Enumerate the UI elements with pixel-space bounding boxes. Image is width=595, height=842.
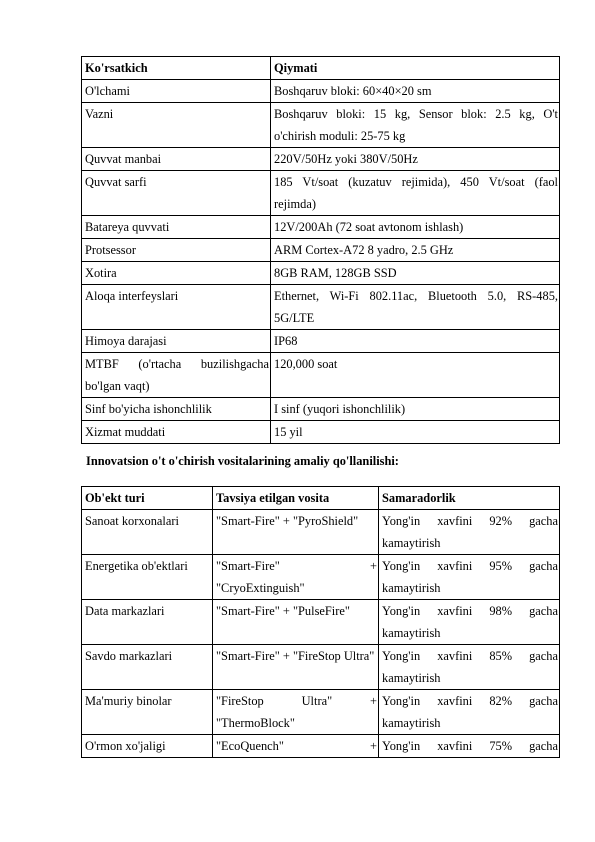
object-type: O'rmon xo'jaligi [82,735,213,758]
spec-name: Aloqa interfeyslari [82,285,271,330]
spec-value: 15 yil [271,421,560,444]
table-row [82,600,560,645]
table-row [82,735,560,758]
object-type: Ma'muriy binolar [82,690,213,735]
spec-value: 120,000 soat [271,353,560,398]
table-row [82,398,560,421]
specs-table [81,56,560,444]
spec-value: Boshqaruv bloki: 60×40×20 sm [271,80,560,103]
recommended-tool: "Smart-Fire" + "CryoExtinguish" [213,555,379,600]
table-row [82,262,560,285]
table-header-row [82,487,560,510]
header-cell: Ko'rsatkich [82,57,271,80]
spec-value: 220V/50Hz yoki 380V/50Hz [271,148,560,171]
table-row [82,103,560,148]
table-row [82,285,560,330]
spec-name: Batareya quvvati [82,216,271,239]
spec-name: Himoya darajasi [82,330,271,353]
spec-value: I sinf (yuqori ishonchlilik) [271,398,560,421]
spec-name: MTBF (o'rtacha buzilishgacha bo'lgan vaqt) [82,353,271,398]
spec-value: 12V/200Ah (72 soat avtonom ishlash) [271,216,560,239]
efficiency: Yong'in xavfini 75% gacha [379,735,560,758]
spec-value: Boshqaruv bloki: 15 kg, Sensor blok: 2.5 kg, O't o'chirish moduli: 25-75 kg [271,103,560,148]
table-row [82,239,560,262]
spec-name: Xotira [82,262,271,285]
spec-value: ARM Cortex-A72 8 yadro, 2.5 GHz [271,239,560,262]
spec-value: IP68 [271,330,560,353]
spec-value: Ethernet, Wi-Fi 802.11ac, Bluetooth 5.0, RS-485, 5G/LTE [271,285,560,330]
header-cell: Samaradorlik [379,487,560,510]
table-row [82,171,560,216]
object-type: Savdo markazlari [82,645,213,690]
header-cell: Qiymati [271,57,560,80]
table-row [82,421,560,444]
recommended-tool: "FireStop Ultra" + "ThermoBlock" [213,690,379,735]
object-type: Energetika ob'ektlari [82,555,213,600]
efficiency: Yong'in xavfini 82% gacha kamaytirish [379,690,560,735]
spec-name: Sinf bo'yicha ishonchlilik [82,398,271,421]
table-row [82,645,560,690]
recommended-tool: "Smart-Fire" + "PulseFire" [213,600,379,645]
table-row [82,148,560,171]
spec-value: 185 Vt/soat (kuzatuv rejimida), 450 Vt/soat (faol rejimda) [271,171,560,216]
spec-name: Protsessor [82,239,271,262]
table-row [82,690,560,735]
table-header-row [82,57,560,80]
applications-table [81,486,560,758]
spec-name: Xizmat muddati [82,421,271,444]
table-row [82,555,560,600]
header-cell: Ob'ekt turi [82,487,213,510]
header-cell: Tavsiya etilgan vosita [213,487,379,510]
table-row [82,353,560,398]
efficiency: Yong'in xavfini 92% gacha kamaytirish [379,510,560,555]
table-row [82,216,560,239]
recommended-tool: "Smart-Fire" + "FireStop Ultra" [213,645,379,690]
efficiency: Yong'in xavfini 95% gacha kamaytirish [379,555,560,600]
spec-value: 8GB RAM, 128GB SSD [271,262,560,285]
table-row [82,510,560,555]
spec-name: Vazni [82,103,271,148]
spec-name: O'lchami [82,80,271,103]
spec-name: Quvvat sarfi [82,171,271,216]
table-row [82,80,560,103]
recommended-tool: "Smart-Fire" + "PyroShield" [213,510,379,555]
object-type: Sanoat korxonalari [82,510,213,555]
spec-name: Quvvat manbai [82,148,271,171]
efficiency: Yong'in xavfini 98% gacha kamaytirish [379,600,560,645]
object-type: Data markazlari [82,600,213,645]
efficiency: Yong'in xavfini 85% gacha kamaytirish [379,645,560,690]
table-row [82,330,560,353]
section-caption: Innovatsion o't o'chirish vositalarining amaliy qo'llanilishi: [86,454,399,468]
recommended-tool: "EcoQuench" + [213,735,379,758]
